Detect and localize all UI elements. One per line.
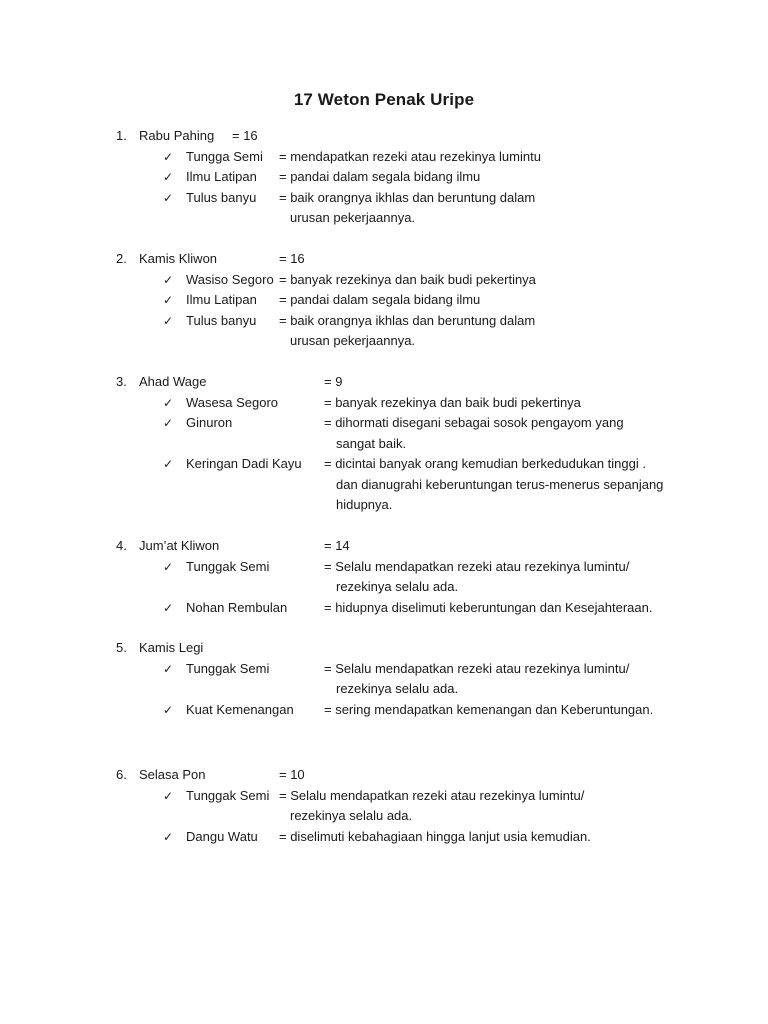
weton-trait-description: = pandai dalam segala bidang ilmu bbox=[279, 292, 481, 307]
weton-trait-description: rezekinya selalu ada. bbox=[290, 808, 413, 823]
weton-trait-description: = baik orangnya ikhlas dan beruntung dalam bbox=[279, 312, 536, 328]
neptu-value: = 9 bbox=[324, 374, 343, 389]
weton-trait-description: urusan pekerjaannya. bbox=[290, 333, 416, 348]
weton-trait-name: Ilmu Latipan bbox=[186, 292, 257, 307]
weton-day: Ahad Wage bbox=[139, 374, 207, 389]
checkmark-icon: ✓ bbox=[163, 702, 174, 717]
checkmark-icon: ✓ bbox=[163, 170, 174, 184]
neptu-value: = 16 bbox=[279, 251, 305, 266]
checkmark-icon: ✓ bbox=[163, 395, 174, 410]
weton-trait-description: = Selalu mendapatkan rezeki atau rezekinya lumintu/ bbox=[279, 787, 585, 803]
weton-trait-name: Wasesa Segoro bbox=[186, 394, 279, 410]
weton-day: Selasa Pon bbox=[139, 767, 206, 782]
checkmark-icon: ✓ bbox=[163, 788, 174, 803]
checkmark-icon: ✓ bbox=[163, 559, 174, 574]
weton-trait-description: dan dianugrahi keberuntungan terus-menerus sepanjang bbox=[336, 476, 664, 492]
weton-trait-description: = baik orangnya ikhlas dan beruntung dalam bbox=[279, 189, 536, 205]
entry-number: 2. bbox=[116, 251, 127, 266]
checkmark-icon: ✓ bbox=[163, 600, 174, 615]
weton-trait-description: = dihormati disegani sebagai sosok pengayom yang bbox=[324, 415, 624, 430]
weton-day: Rabu Pahing bbox=[139, 128, 215, 143]
weton-trait-name: Tunggak Semi bbox=[186, 787, 270, 803]
weton-day: Kamis Kliwon bbox=[139, 251, 218, 266]
entry-number: 5. bbox=[116, 640, 127, 655]
weton-trait-name: Ilmu Latipan bbox=[186, 169, 257, 184]
weton-trait-description: = Selalu mendapatkan rezeki atau rezekinya lumintu/ bbox=[324, 660, 630, 676]
weton-trait-name: Nohan Rembulan bbox=[186, 599, 288, 615]
checkmark-icon: ✓ bbox=[163, 149, 174, 164]
weton-trait-name: Tulus banyu bbox=[186, 189, 257, 205]
weton-trait-description: sangat baik. bbox=[336, 435, 407, 451]
weton-day: Kamis Legi bbox=[139, 640, 204, 655]
weton-trait-description: = hidupnya diselimuti keberuntungan dan Kesejahteraan. bbox=[324, 599, 653, 615]
checkmark-icon: ✓ bbox=[163, 190, 174, 205]
checkmark-icon: ✓ bbox=[163, 416, 174, 430]
checkmark-icon: ✓ bbox=[163, 457, 174, 471]
weton-trait-description: rezekinya selalu ada. bbox=[336, 579, 459, 594]
weton-trait-description: = banyak rezekinya dan baik budi pekertinya bbox=[279, 271, 536, 287]
entry-number: 4. bbox=[116, 538, 127, 553]
weton-trait-name: Tulus banyu bbox=[186, 312, 257, 328]
weton-trait-description: rezekinya selalu ada. bbox=[336, 681, 459, 696]
checkmark-icon: ✓ bbox=[163, 829, 174, 844]
checkmark-icon: ✓ bbox=[163, 313, 174, 328]
entry-number: 6. bbox=[116, 767, 127, 782]
weton-trait-description: = sering mendapatkan kemenangan dan Keberuntungan. bbox=[324, 701, 654, 717]
weton-trait-name: Dangu Watu bbox=[186, 828, 258, 844]
weton-trait-description: = mendapatkan rezeki atau rezekinya lumintu bbox=[279, 148, 541, 164]
neptu-value: = 14 bbox=[324, 538, 350, 553]
neptu-value: = 16 bbox=[232, 128, 258, 143]
weton-trait-name: Tunggak Semi bbox=[186, 558, 270, 574]
weton-day: Jum’at Kliwon bbox=[139, 538, 220, 553]
weton-trait-name: Wasiso Segoro bbox=[186, 271, 274, 287]
weton-trait-name: Ginuron bbox=[186, 415, 233, 430]
entry-number: 3. bbox=[116, 374, 127, 389]
page-title: 17 Weton Penak Uripe bbox=[293, 90, 475, 109]
neptu-value: = 10 bbox=[279, 767, 305, 782]
weton-trait-name: Tunggak Semi bbox=[186, 660, 270, 676]
weton-trait-description: = Selalu mendapatkan rezeki atau rezekinya lumintu/ bbox=[324, 558, 630, 574]
weton-trait-description: hidupnya. bbox=[336, 497, 393, 512]
weton-trait-description: = pandai dalam segala bidang ilmu bbox=[279, 169, 481, 184]
checkmark-icon: ✓ bbox=[163, 661, 174, 676]
weton-trait-description: = banyak rezekinya dan baik budi pekertinya bbox=[324, 394, 581, 410]
weton-trait-description: = dicintai banyak orang kemudian berkedudukan tinggi . bbox=[324, 456, 646, 471]
weton-trait-name: Tungga Semi bbox=[186, 148, 263, 164]
weton-trait-description: = diselimuti kebahagiaan hingga lanjut usia kemudian. bbox=[279, 828, 591, 844]
weton-trait-name: Kuat Kemenangan bbox=[186, 701, 294, 717]
weton-trait-description: urusan pekerjaannya. bbox=[290, 210, 416, 225]
entry-number: 1. bbox=[116, 128, 127, 143]
weton-trait-name: Keringan Dadi Kayu bbox=[186, 456, 302, 471]
checkmark-icon: ✓ bbox=[163, 293, 174, 307]
checkmark-icon: ✓ bbox=[163, 272, 174, 287]
